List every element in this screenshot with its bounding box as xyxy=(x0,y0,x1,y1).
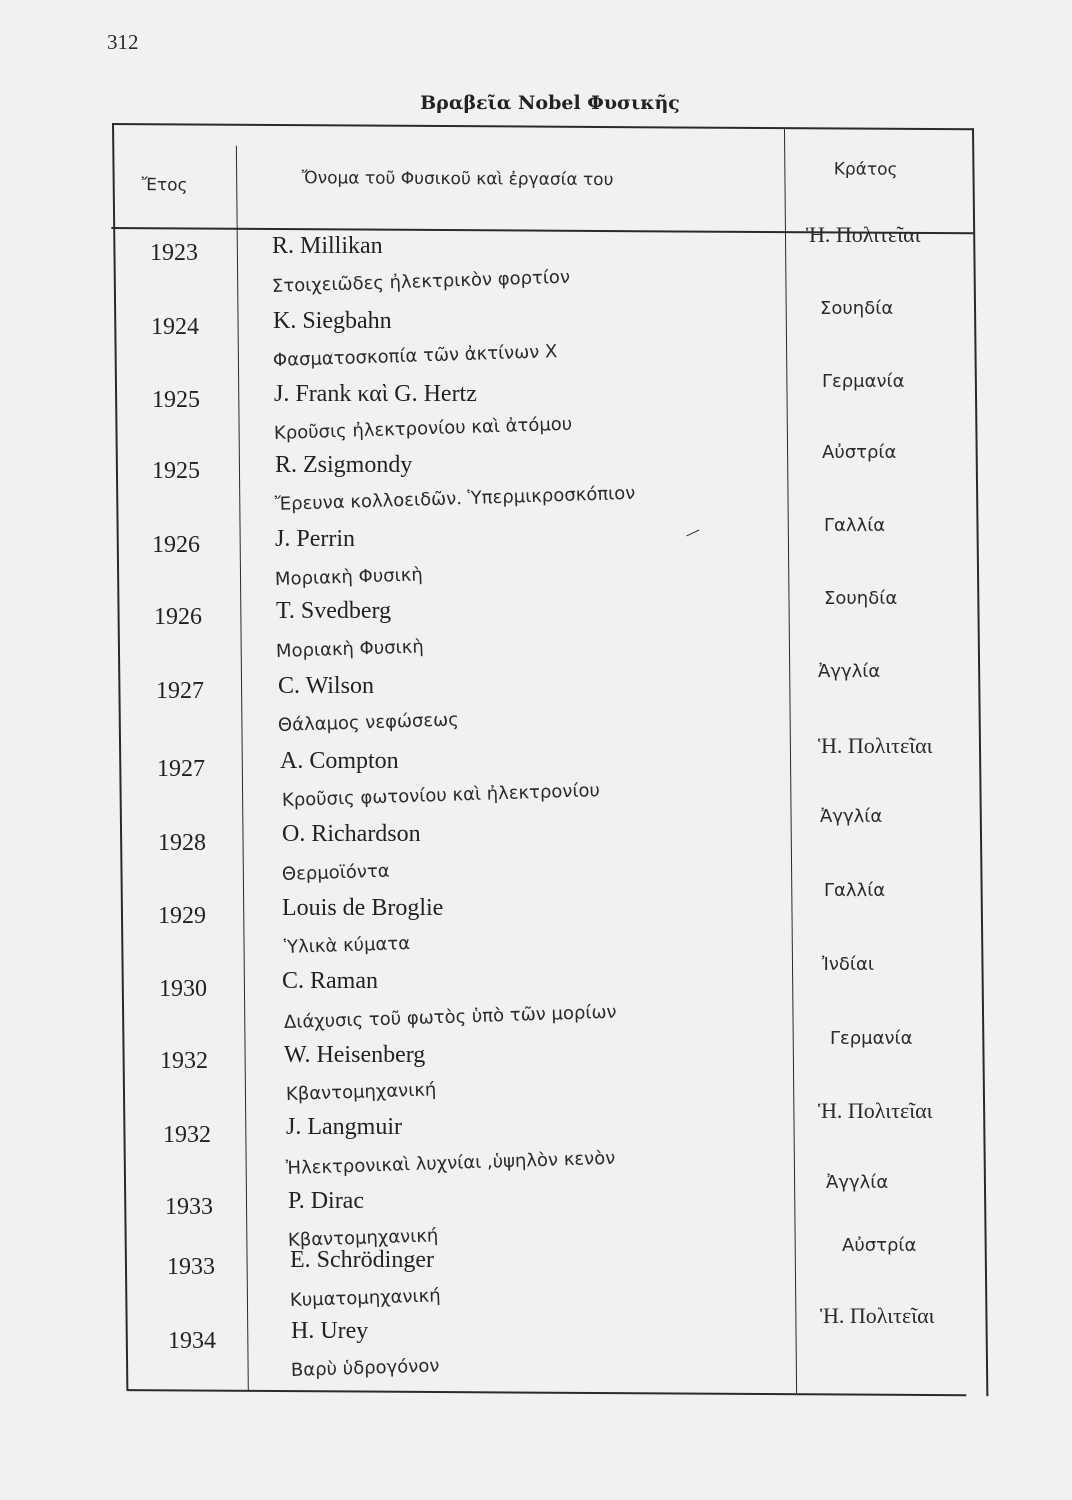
column-divider-year xyxy=(236,146,249,1391)
table-row-name: A. Compton xyxy=(280,748,399,774)
table-row-work: Στοιχειῶδες ἠλεκτρικὸν φορτίον xyxy=(271,266,571,297)
table-row-work: Φασματοσκοπία τῶν ἀκτίνων X xyxy=(272,341,558,371)
table-row-name: C. Raman xyxy=(282,968,378,994)
table-row-year: 1929 xyxy=(158,903,206,929)
table-row-work: Μοριακὴ Φυσικὴ xyxy=(275,636,425,662)
table-row-year: 1932 xyxy=(163,1122,211,1148)
table-row-country: Αὐστρία xyxy=(822,442,897,463)
table-row-year: 1923 xyxy=(150,240,198,266)
table-row-year: 1927 xyxy=(157,756,205,782)
table-row-year: 1927 xyxy=(156,678,204,704)
table-row-country: Γερμανία xyxy=(830,1028,913,1049)
table-border-left xyxy=(112,123,128,1391)
table-row-name: K. Siegbahn xyxy=(273,308,392,334)
table-row-work: Ἔρευνα κολλοειδῶν. Ὑπερμικροσκόπιον xyxy=(274,482,636,515)
table-row-work: Κβαντομηχανική xyxy=(285,1079,437,1105)
table-row-country: Ἡ. Πολιτεῖαι xyxy=(806,222,921,247)
table-row-work: Κυματομηχανική xyxy=(289,1285,441,1311)
table-row-name: Louis de Broglie xyxy=(282,895,444,921)
table-row-year: 1930 xyxy=(159,976,207,1002)
table-row-work: Κροῦσις φωτονίου καὶ ἠλεκτρονίου xyxy=(281,780,601,811)
table-row-name: H. Urey xyxy=(291,1318,369,1344)
table-row-country: Σουηδία xyxy=(820,298,894,319)
page-number: 312 xyxy=(107,30,139,54)
table-row-year: 1924 xyxy=(151,314,199,340)
table-row-year: 1928 xyxy=(158,830,206,856)
table-row-name: T. Svedberg xyxy=(276,598,392,624)
table-row-year: 1934 xyxy=(168,1328,216,1354)
header-year: Ἔτος xyxy=(141,175,188,196)
table-row-work: Μοριακὴ Φυσικὴ xyxy=(274,564,424,590)
table-row-country: Γερμανία xyxy=(822,371,905,392)
table-row-name: R. Millikan xyxy=(272,233,383,259)
table-row-country: Σουηδία xyxy=(824,588,898,609)
table-row-name: J. Frank καὶ G. Hertz xyxy=(274,381,477,407)
table-row-country: Ἀγγλία xyxy=(826,1172,889,1193)
table-row-year: 1926 xyxy=(152,532,200,558)
table-row-name: C. Wilson xyxy=(278,673,374,699)
table-border-bottom xyxy=(127,1389,966,1396)
table-row-country: Γαλλία xyxy=(824,515,886,536)
table-row-work: Κροῦσις ἠλεκτρονίου καὶ ἀτόμου xyxy=(273,413,573,444)
table-row-country: Ἡ. Πολιτεῖαι xyxy=(818,733,933,758)
table-row-work: Βαρὺ ὑδρογόνον xyxy=(290,1355,440,1381)
table-row-name: P. Dirac xyxy=(288,1188,364,1214)
table-border-top xyxy=(112,123,974,130)
table-row-country: Ἡ. Πολιτεῖαι xyxy=(818,1098,933,1123)
header-name: Ὄνομα τοῦ Φυσικοῦ καὶ ἐργασία του xyxy=(301,168,614,191)
table-row-year: 1933 xyxy=(167,1254,215,1280)
table-row-country: Αὐστρία xyxy=(842,1235,917,1256)
table-row-name: J. Perrin xyxy=(275,526,355,552)
table-row-work: Ὑλικὰ κύματα xyxy=(283,933,411,958)
table-row-work: Ἠλεκτρονικαὶ λυχνίαι ,ὑψηλὸν κενὸν xyxy=(285,1147,616,1179)
table-row-year: 1926 xyxy=(154,604,202,630)
table-row-country: Ἡ. Πολιτεῖαι xyxy=(820,1303,935,1328)
page-title: Βραβεῖα Nobel Φυσικῆς xyxy=(420,92,680,114)
table-row-name: E. Schrödinger xyxy=(290,1247,434,1273)
table-row-name: R. Zsigmondy xyxy=(275,452,413,478)
table-row-country: Ἰνδίαι xyxy=(822,954,874,975)
table-row-work: Διάχυσις τοῦ φωτὸς ὑπὸ τῶν μορίων xyxy=(283,1001,617,1033)
table-row-country: Ἀγγλία xyxy=(818,661,881,682)
table-row-work: Κβαντομηχανική xyxy=(287,1225,439,1251)
table-row-name: J. Langmuir xyxy=(286,1114,402,1140)
table-row-work: Θάλαμος νεφώσεως xyxy=(277,709,460,736)
table-row-country: Γαλλία xyxy=(824,880,886,901)
table-border-right xyxy=(972,128,988,1396)
table-row-year: 1925 xyxy=(152,458,200,484)
table-row-year: 1933 xyxy=(165,1194,213,1220)
table-row-name: W. Heisenberg xyxy=(284,1042,426,1068)
table-row-year: 1932 xyxy=(160,1048,208,1074)
table-row-year: 1925 xyxy=(152,387,200,413)
column-divider-country xyxy=(784,129,797,1393)
header-country: Κράτος xyxy=(833,159,898,180)
table-row-country: Ἀγγλία xyxy=(820,806,883,827)
table-row-name: O. Richardson xyxy=(282,821,421,847)
table-row-work: Θερμοϊόντα xyxy=(281,860,390,885)
